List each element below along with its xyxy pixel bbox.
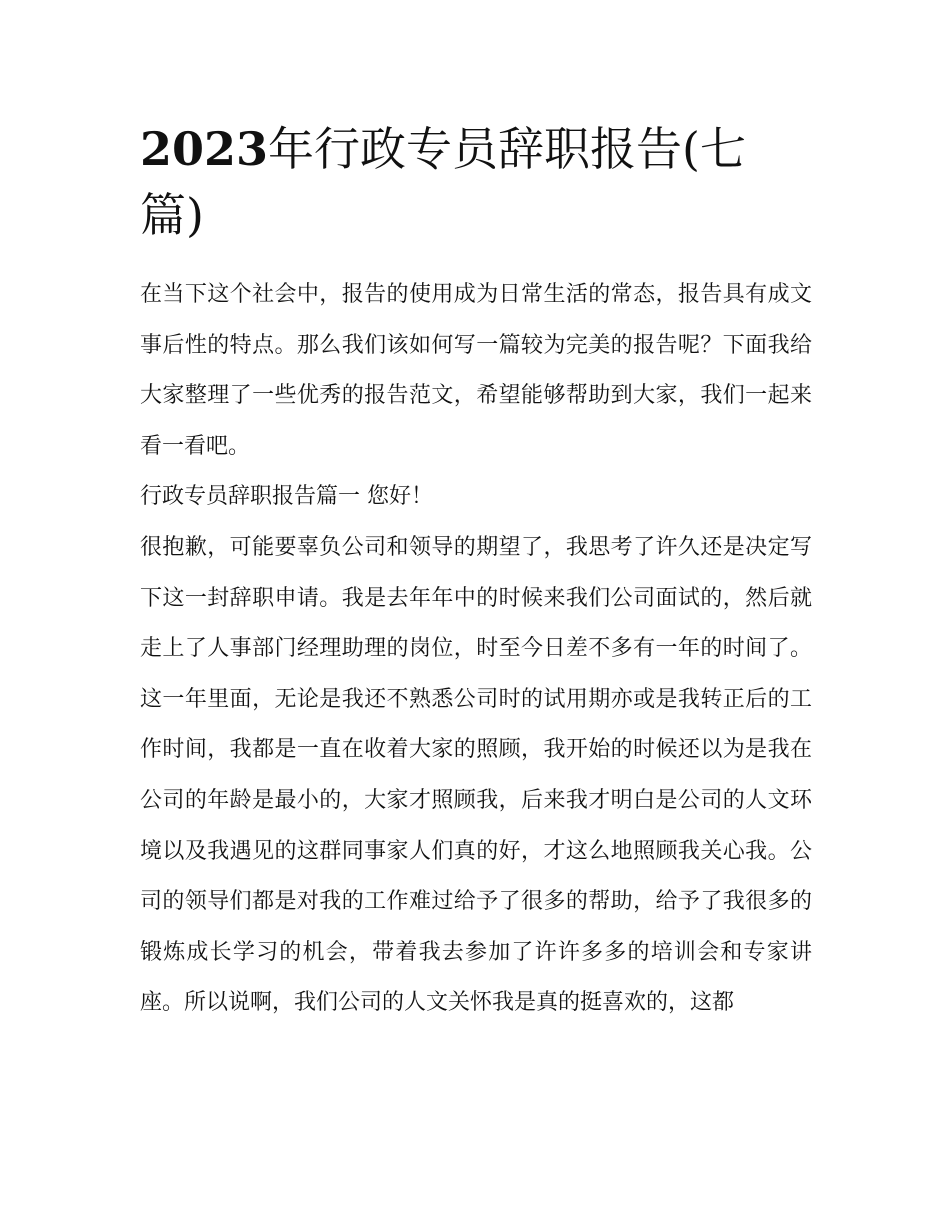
title-text: 年行政专员辞职报告(七篇) (140, 122, 746, 242)
intro-paragraph: 在当下这个社会中，报告的使用成为日常生活的常态，报告具有成文事后性的特点。那么我们该如何写一篇较为完美的报告呢？下面我给大家整理了一些优秀的报告范文，希望能够帮助到大家，我们一起来看一看吧。 (140, 282, 812, 459)
section-heading: 行政专员辞职报告篇一 您好！ (140, 484, 433, 510)
title-year: 2023 (140, 122, 269, 176)
document-title (140, 116, 800, 248)
document-page (140, 116, 812, 1029)
body-paragraph: 很抱歉，可能要辜负公司和领导的期望了，我思考了许久还是决定写下这一封辞职申请。我是去年年中的时候来我们公司面试的，然后就走上了人事部门经理助理的岗位，时至今日差不多有一年的时间了。这一年里面，无论是我还不熟悉公司时的试用期亦或是我转正后的工作时间，我都是一直在收着大家的照顾，我开始的时候还以为是我在公司的年龄是最小的，大家才照顾我，后来我才明白是公司的人文环境以及我遇见的这群同事家人们真的好，才这么地照顾我关心我。公司的领导们都是对我的工作难过给予了很多的帮助，给予了我很多的锻炼成长学习的机会，带着我去参加了许许多多的培训会和专家讲座。所以说啊，我们公司的人文关怀我是真的挺喜欢的，这都 (140, 534, 812, 1016)
